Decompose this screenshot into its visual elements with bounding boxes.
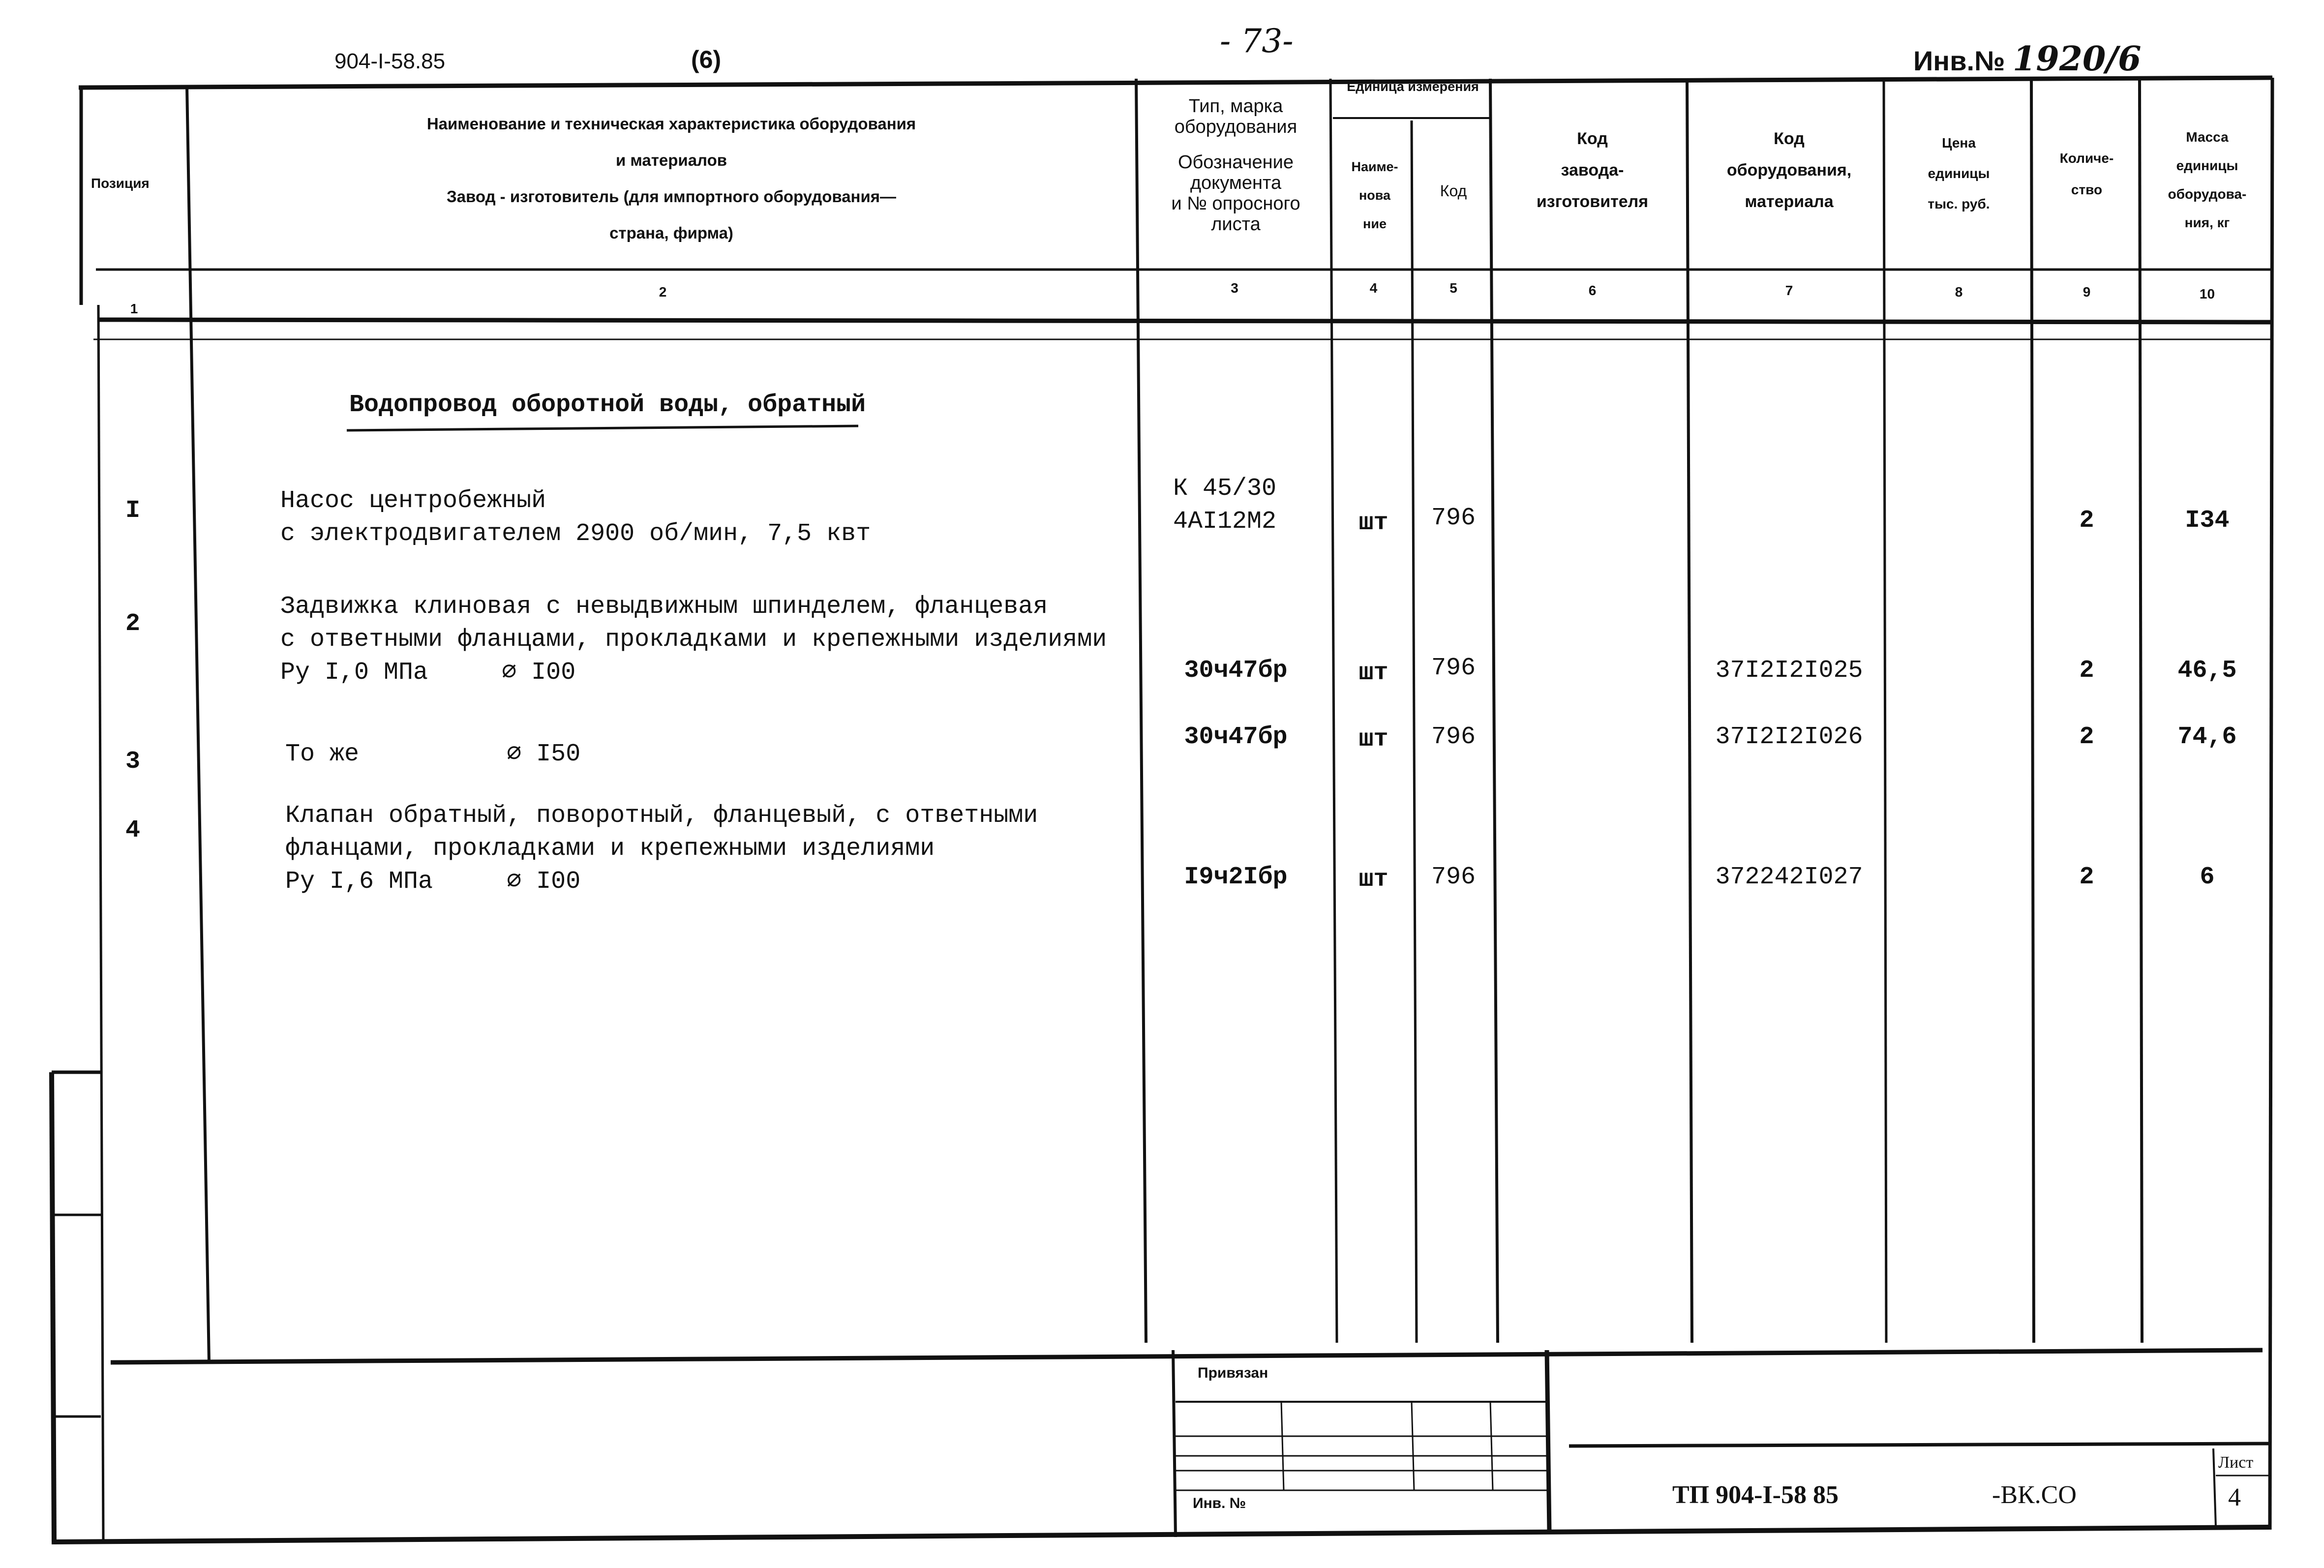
col-header-unit-mass — [2142, 123, 2272, 237]
row-type: 30ч47бр — [1184, 657, 1288, 685]
col-header-unit-name-line: ние — [1363, 216, 1387, 231]
row-unit: шт — [1358, 659, 1388, 687]
col-header-quantity — [2034, 143, 2140, 206]
stamp-sheet-number: 4 — [2228, 1483, 2241, 1511]
col-header-unit-mass-line: оборудова- — [2168, 186, 2247, 202]
document-section-number: (6) — [691, 46, 722, 73]
col-header-name-line: и материалов — [615, 151, 727, 169]
col-number: 3 — [1231, 280, 1238, 296]
col-header-type — [1139, 96, 1333, 235]
row-description-line: Задвижка клиновая с невыдвижным шпинделем, фланцевая — [280, 593, 1048, 621]
col-header-quantity-line: Количе- — [2059, 151, 2114, 166]
row-type: I9ч2Iбр — [1184, 863, 1288, 891]
row-type-line: К 45/30 — [1173, 475, 1277, 503]
row-description-line: Насос центробежный — [280, 487, 546, 515]
col-header-type-line: документа — [1190, 173, 1282, 193]
col-header-equipment-code-line: Код — [1774, 129, 1805, 148]
col-header-plant-code-line: изготовителя — [1536, 192, 1649, 211]
col-header-unit-name-line: Наиме- — [1351, 159, 1398, 174]
row-description: То же ∅ I50 — [285, 740, 581, 768]
col-header-unit-price-line: Цена — [1942, 135, 1976, 151]
col-header-unit-price-line: единицы — [1928, 166, 1990, 181]
row-equipment-code: 372242I027 — [1715, 863, 1863, 891]
row-type: 30ч47бр — [1184, 723, 1288, 751]
col-header-unit-name-line: нова — [1358, 188, 1391, 203]
row-position: 4 — [125, 816, 141, 844]
col-header-name — [216, 106, 1126, 251]
row-unit-code: 796 — [1431, 723, 1476, 751]
stamp-sheet-label: Лист — [2218, 1453, 2254, 1472]
col-number: 9 — [2083, 284, 2091, 300]
row-description — [280, 484, 871, 550]
row-position: I — [125, 497, 141, 525]
col-number: 4 — [1369, 280, 1378, 296]
col-header-type-line: листа — [1211, 214, 1261, 235]
col-number: 10 — [2199, 286, 2215, 302]
col-header-type-line: оборудования — [1174, 117, 1298, 137]
row-unit: шт — [1358, 866, 1388, 894]
col-header-plant-code — [1495, 123, 1690, 217]
col-header-position: Позиция — [91, 176, 150, 191]
col-header-equipment-code — [1692, 123, 1886, 217]
col-number: 2 — [659, 284, 667, 300]
stamp-inv-no-label: Инв. № — [1193, 1495, 1246, 1511]
row-position: 3 — [125, 748, 141, 776]
row-mass: 46,5 — [2177, 657, 2237, 685]
row-unit-code: 796 — [1431, 863, 1476, 891]
row-type-line: 4АI12М2 — [1173, 508, 1277, 536]
row-description — [285, 799, 1038, 898]
stamp-privyazan-label: Привязан — [1198, 1365, 1268, 1381]
col-header-plant-code-line: завода- — [1561, 161, 1624, 180]
row-quantity: 2 — [2079, 723, 2094, 751]
row-description-line: с ответными фланцами, прокладками и крепежными изделиями — [280, 626, 1107, 654]
col-header-unit-code: Код — [1440, 182, 1467, 200]
section-title: Водопровод оборотной воды, обратный — [349, 391, 866, 419]
document-code: 904-I-58.85 — [334, 49, 446, 73]
col-header-unit-mass-line: ния, кг — [2184, 215, 2230, 230]
col-header-unit-mass-line: единицы — [2176, 158, 2238, 173]
col-header-equipment-code-line: оборудования, — [1726, 161, 1852, 180]
col-header-unit-price-line: тыс. руб. — [1928, 196, 1990, 211]
col-header-name-line: Завод - изготовитель (для импортного оборудования— — [446, 187, 897, 206]
row-mass: 74,6 — [2177, 723, 2237, 751]
col-number: 6 — [1588, 283, 1597, 298]
row-description-line: фланцами, прокладками и крепежными изделиями — [285, 835, 935, 863]
col-header-type-line: Тип, марка — [1188, 96, 1283, 117]
col-number: 1 — [130, 301, 138, 316]
col-header-quantity-line: ство — [2071, 182, 2103, 197]
col-header-unit-price — [1886, 128, 2031, 219]
row-unit: шт — [1358, 509, 1388, 537]
inventory-value: 1920/6 — [2013, 39, 2142, 79]
page-number: - 73- — [1220, 22, 1294, 60]
row-position: 2 — [125, 610, 141, 638]
col-header-name-line: Наименование и техническая характеристика оборудования — [426, 115, 916, 133]
inventory-number — [1913, 39, 2141, 79]
col-header-unit-group: Единица измерения — [1347, 79, 1479, 94]
row-description-line: Ру I,6 МПа ∅ I00 — [285, 868, 581, 896]
col-number: 7 — [1785, 283, 1793, 298]
col-header-unit-mass-line: Масса — [2186, 129, 2229, 145]
row-equipment-code: 37I2I2I026 — [1715, 723, 1863, 751]
col-header-type-line: и № опросного — [1171, 193, 1300, 214]
col-header-type-line: Обозначение — [1177, 152, 1294, 173]
row-description — [280, 590, 1107, 689]
row-mass: 6 — [2200, 863, 2215, 891]
row-type — [1173, 472, 1276, 538]
col-header-unit-name — [1335, 152, 1414, 238]
col-header-name-line: страна, фирма) — [609, 224, 733, 242]
row-description-line: Ру I,0 МПа ∅ I00 — [280, 659, 576, 687]
row-equipment-code: 37I2I2I025 — [1715, 657, 1863, 685]
row-unit-code: 796 — [1431, 654, 1476, 682]
inventory-label: Инв.№ — [1913, 45, 2005, 76]
row-unit: шт — [1358, 725, 1388, 754]
row-mass: I34 — [2185, 507, 2230, 535]
row-quantity: 2 — [2079, 657, 2094, 685]
row-quantity: 2 — [2079, 507, 2094, 535]
row-description-line: Клапан обратный, поворотный, фланцевый, с ответными — [285, 802, 1038, 830]
col-header-equipment-code-line: материала — [1745, 192, 1834, 211]
stamp-document-number: ТП 904-I-58 85 — [1672, 1481, 1839, 1509]
col-header-plant-code-line: Код — [1577, 129, 1608, 148]
row-description-line: с электродвигателем 2900 об/мин, 7,5 квт — [280, 520, 871, 548]
row-quantity: 2 — [2079, 863, 2094, 891]
col-number: 5 — [1449, 280, 1457, 296]
col-number: 8 — [1955, 284, 1963, 300]
row-unit-code: 796 — [1431, 504, 1476, 532]
stamp-document-suffix: -ВК.СО — [1992, 1481, 2077, 1509]
